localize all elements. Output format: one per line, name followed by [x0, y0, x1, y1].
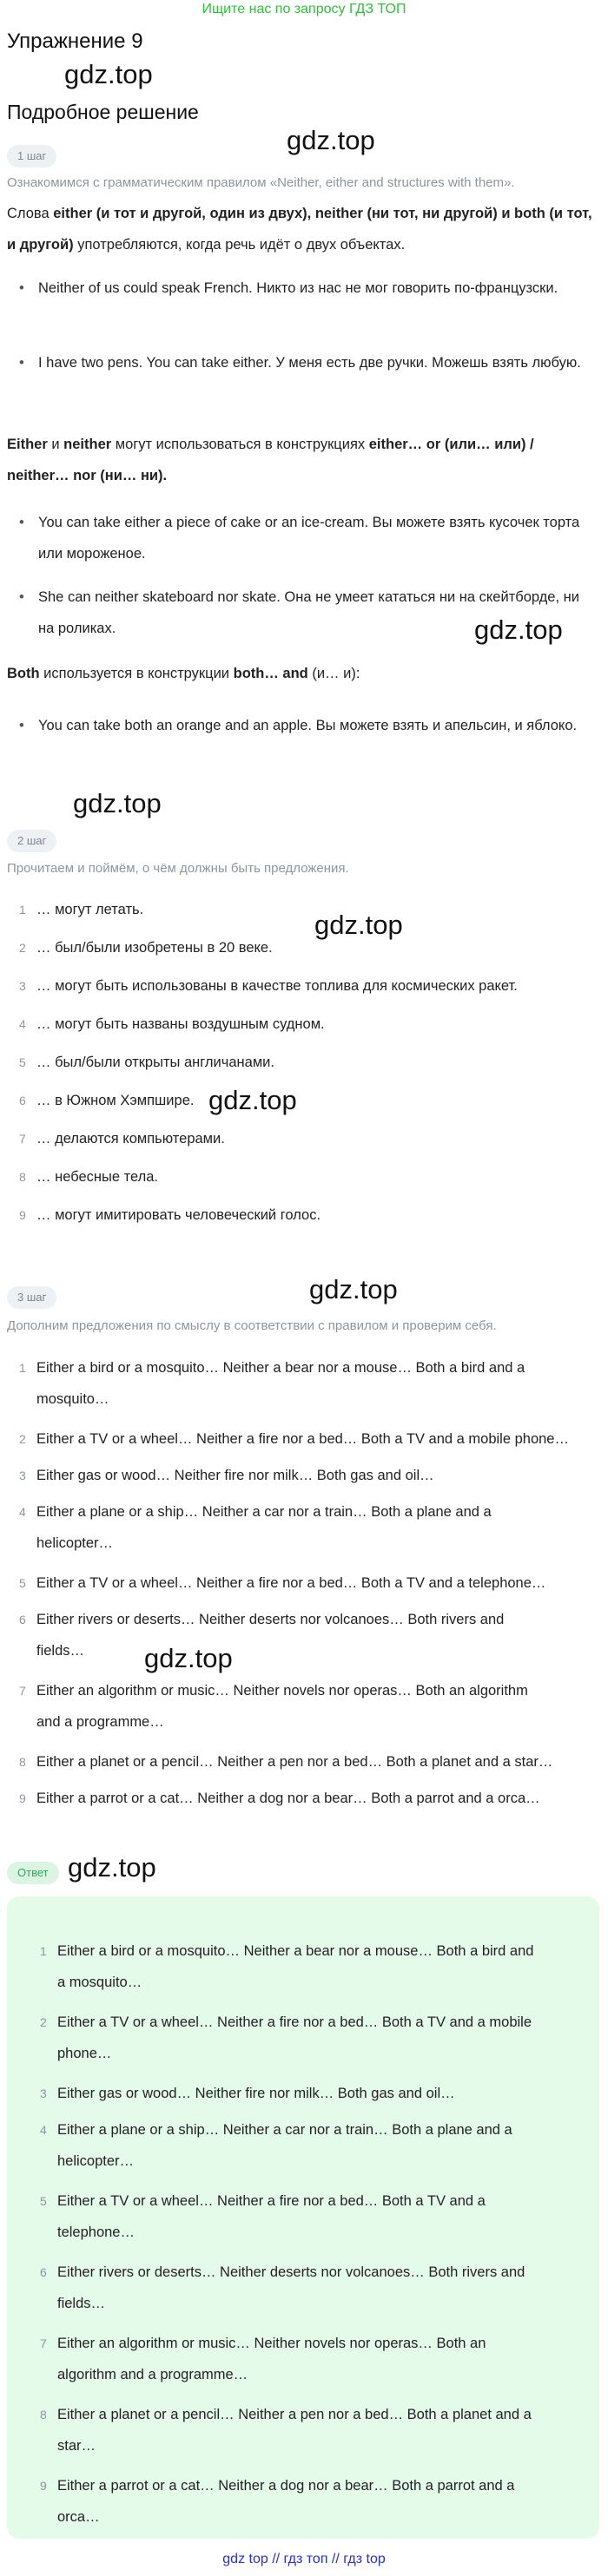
item-number: 2 [19, 1432, 26, 1446]
item-number: 6 [19, 1094, 26, 1107]
item-number: 9 [40, 2479, 47, 2493]
list-item-text: fields… [36, 1643, 85, 1659]
item-number: 7 [40, 2336, 47, 2350]
item-number: 4 [19, 1505, 26, 1519]
watermark: gdz.top [73, 788, 162, 818]
text-bold: Either [7, 437, 48, 452]
text: употребляются, когда речь идёт о двух объектах. [73, 237, 406, 253]
list-item-text: … небесные тела. [36, 1169, 159, 1185]
list-item-text: Either a planet or a pencil… Neither a pen nor a bed… Both a planet and a star… [36, 1754, 553, 1770]
rule-paragraph-1 [7, 198, 599, 260]
list-item-text: Either a TV or a wheel… Neither a fire nor a bed… Both a TV and a telephone… [36, 1575, 546, 1591]
list-item-text: … был/были изобретены в 20 веке. [36, 940, 273, 956]
example-bullet: • Neither of us could speak French. Никто из нас не мог говорить по-французски. [7, 273, 594, 304]
example-bullet: • You can take both an orange and an apple. Вы можете взять и апельсин, и яблоко. [7, 710, 594, 741]
text-bold: either… or (или… или) / neither… nor (ни… ни). [7, 437, 534, 483]
text-bold: either (и тот и другой, один из двух), neither (ни тот, ни другой) и both (и тот, и другой) [7, 206, 592, 253]
watermark: gdz.top [309, 1274, 398, 1304]
item-number: 7 [19, 1132, 26, 1146]
step-1-badge: 1 шаг [7, 145, 56, 168]
list-item-text: … был/были открыты англичанами. [36, 1055, 274, 1070]
item-number: 6 [19, 1613, 26, 1626]
list-item-text: algorithm and a programme… [57, 2367, 248, 2382]
item-number: 7 [19, 1684, 26, 1698]
list-item-text: Either a bird or a mosquito… Neither a bear nor a mouse… Both a bird and a [36, 1360, 525, 1376]
item-number: 9 [19, 1791, 26, 1805]
list-item-text: Either a TV or a wheel… Neither a fire nor a bed… Both a TV and a [57, 2193, 486, 2209]
list-item-text: telephone… [57, 2224, 135, 2240]
item-number: 1 [19, 1361, 26, 1375]
example-bullet: • You can take either a piece of cake or an ice-cream. Вы можете взять кусочек торта или мороженое. [7, 507, 594, 569]
list-item-text: Either a TV or a wheel… Neither a fire nor a bed… Both a TV and a mobile phone… [36, 1431, 569, 1447]
list-item-text: phone… [57, 2046, 112, 2061]
item-number: 9 [19, 1208, 26, 1222]
item-number: 5 [40, 2194, 47, 2208]
list-item-text: Either gas or wood… Neither fire nor milk… Both gas and oil… [36, 1468, 434, 1483]
watermark: gdz.top [64, 59, 153, 89]
watermark: gdz.top [474, 614, 563, 645]
list-item-text: … могут имитировать человеческий голос. [36, 1207, 321, 1223]
item-number: 3 [40, 2086, 47, 2100]
text: используется в конструкции [39, 666, 234, 681]
text-bold: Both [7, 666, 40, 681]
step-2-badge: 2 шаг [7, 830, 56, 852]
rule-paragraph-2 [7, 429, 599, 491]
answer-badge: Ответ [7, 1862, 59, 1884]
list-item-text: fields… [57, 2296, 106, 2311]
list-item-text: Either a plane or a ship… Neither a car nor a train… Both a plane and a [57, 2122, 512, 2138]
list-item-text: Either a parrot or a cat… Neither a dog nor a bear… Both a parrot and a orca… [36, 1791, 540, 1806]
top-banner-link[interactable]: Ищите нас по запросу ГДЗ ТОП [202, 2, 406, 16]
watermark: gdz.top [287, 125, 375, 155]
list-item-text: … в Южном Хэмпшире. [36, 1093, 195, 1108]
watermark: gdz.top [144, 1643, 233, 1673]
step-3-intro: Дополним предложения по смыслу в соответствии с правилом и проверим себя. [7, 1318, 497, 1333]
list-item-text: Either gas or wood… Neither fire nor milk… Both gas and oil… [57, 2086, 455, 2101]
list-item-text: … делаются компьютерами. [36, 1131, 225, 1147]
watermark: gdz.top [68, 1852, 156, 1883]
step-2-intro: Прочитаем и поймём, о чём должны быть предложения. [7, 861, 349, 876]
list-item-text: Either an algorithm or music… Neither novels nor operas… Both an algorithm [36, 1683, 528, 1699]
item-number: 1 [19, 903, 26, 917]
list-item-text: Either an algorithm or music… Neither novels nor operas… Both an [57, 2336, 486, 2351]
watermark: gdz.top [208, 1085, 297, 1115]
section-subtitle: Подробное решение [7, 101, 199, 123]
list-item-text: Either rivers or deserts… Neither deserts nor volcanoes… Both rivers and [57, 2264, 525, 2280]
footer-links[interactable]: gdz top // гдз топ // гдз top [222, 2552, 386, 2566]
list-item-text: … могут быть использованы в качестве топлива для космических ракет. [36, 978, 518, 994]
item-number: 3 [19, 1469, 26, 1482]
list-item-text: Either a plane or a ship… Neither a car nor a train… Both a plane and a [36, 1504, 492, 1520]
text: и [47, 437, 64, 452]
item-number: 2 [40, 2015, 47, 2029]
example-bullet: • I have two pens. You can take either. У меня есть две ручки. Можешь взять любую. [7, 347, 594, 378]
item-number: 8 [19, 1755, 26, 1769]
list-item-text: star… [57, 2438, 96, 2454]
text: Слова [7, 206, 54, 221]
page-title: Упражнение 9 [7, 30, 143, 53]
item-number: 4 [40, 2123, 47, 2137]
list-item-text: and a programme… [36, 1714, 164, 1730]
example-bullet: • She can neither skateboard nor skate. Она не умеет кататься ни на скейтборде, ни на роликах. [7, 582, 594, 644]
list-item-text: Either a planet or a pencil… Neither a pen nor a bed… Both a planet and a [57, 2407, 532, 2422]
item-number: 8 [19, 1170, 26, 1184]
watermark: gdz.top [314, 910, 403, 940]
list-item-text: Either a TV or a wheel… Neither a fire nor a bed… Both a TV and a mobile [57, 2014, 532, 2030]
text-bold: both… and [233, 666, 308, 681]
item-number: 2 [19, 941, 26, 955]
list-item-text: Either a bird or a mosquito… Neither a bear nor a mouse… Both a bird and [57, 1943, 534, 1959]
item-number: 5 [19, 1055, 26, 1069]
text: могут использоваться в конструкциях [111, 437, 369, 452]
rule-paragraph-3 [7, 658, 599, 689]
step-1-intro: Ознакомимся с грамматическим правилом «Neither, either and structures with them». [7, 175, 515, 190]
item-number: 6 [40, 2265, 47, 2279]
list-item-text: helicopter… [57, 2153, 135, 2169]
item-number: 4 [19, 1017, 26, 1031]
list-item-text: Either a parrot or a cat… Neither a dog nor a bear… Both a parrot and a [57, 2478, 515, 2494]
text-bold: neither [63, 437, 112, 452]
text: (и… и): [307, 666, 360, 681]
list-item-text: Either rivers or deserts… Neither deserts nor volcanoes… Both rivers and [36, 1612, 505, 1627]
item-number: 3 [19, 979, 26, 993]
item-number: 5 [19, 1576, 26, 1590]
list-item-text: mosquito… [36, 1391, 109, 1407]
item-number: 8 [40, 2408, 47, 2422]
list-item-text: a mosquito… [57, 1975, 142, 1990]
step-3-badge: 3 шаг [7, 1286, 56, 1309]
list-item-text: helicopter… [36, 1535, 114, 1551]
list-item-text: … могут быть названы воздушным судном. [36, 1016, 325, 1032]
list-item-text: … могут летать. [36, 902, 144, 917]
list-item-text: orca… [57, 2509, 100, 2525]
item-number: 1 [40, 1944, 47, 1958]
